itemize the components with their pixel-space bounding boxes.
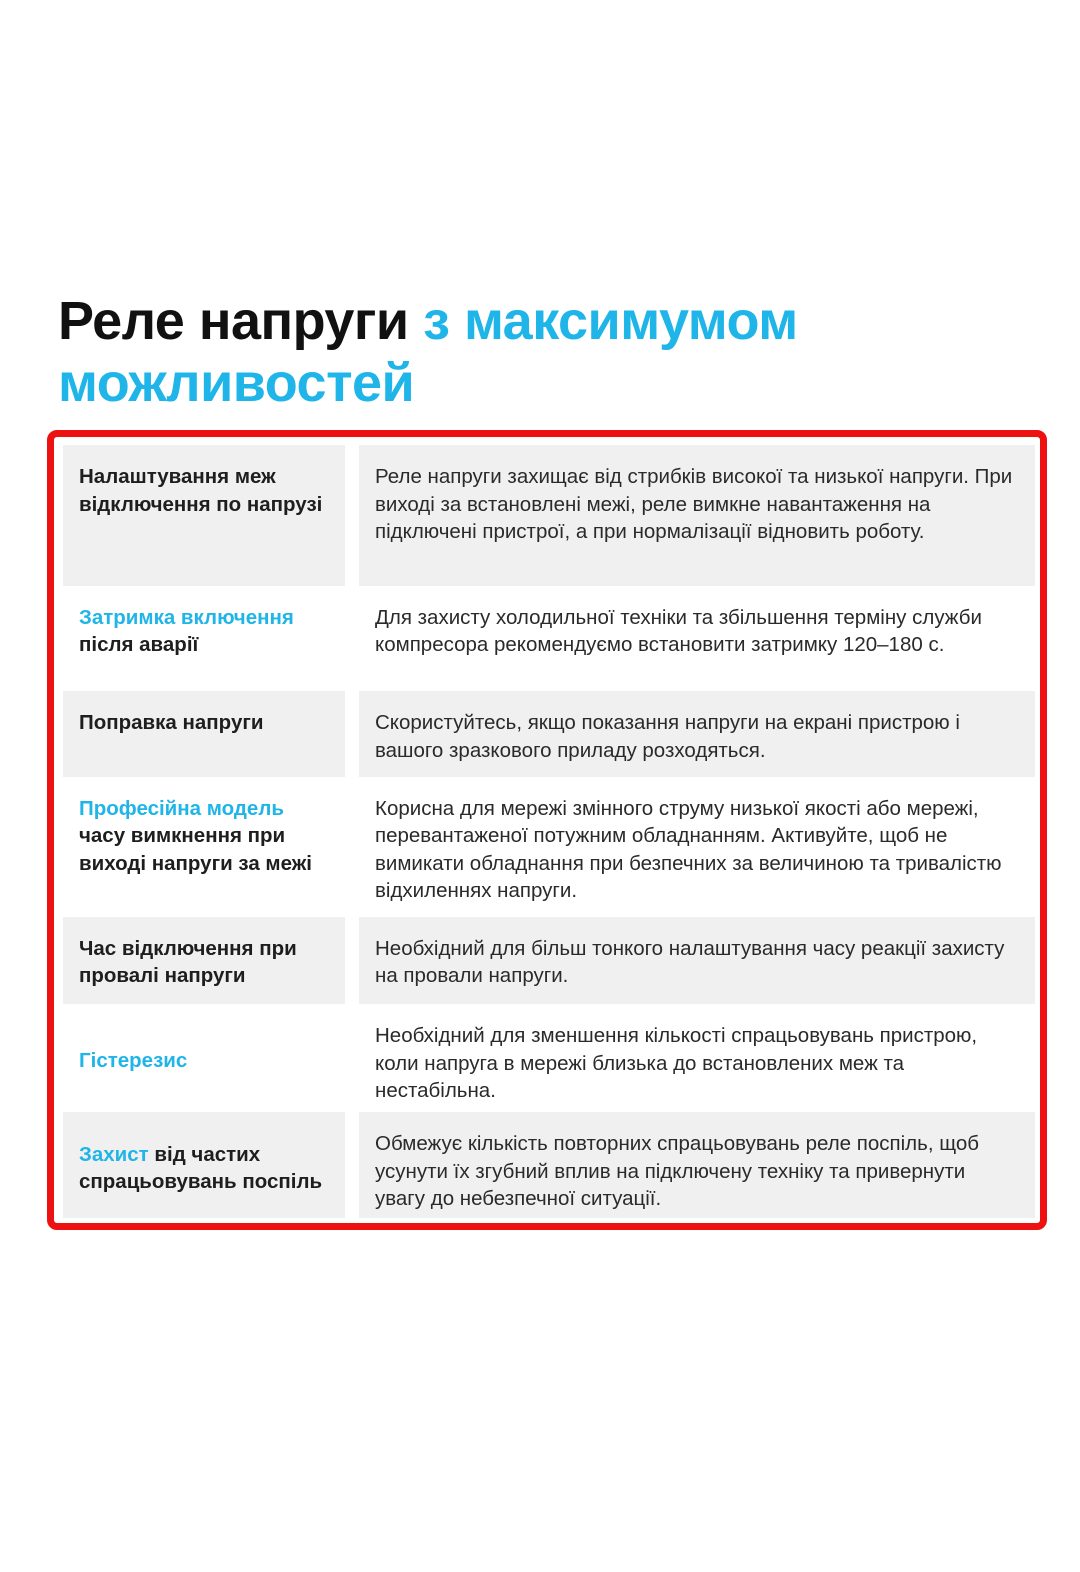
row-description: Необхідний для зменшення кількості спрацьовувань пристрою, коли напруга в мережі близька до встановлених меж та нестабільна. [375,1024,978,1102]
title-accent-part: з максимумом можливостей [58,291,798,413]
column-gap [345,691,359,776]
row-label-accent: Затримка включення [79,605,294,629]
row-label-accent: Гістерезис [79,1049,188,1073]
row-label-accent: Захист [79,1142,149,1166]
column-gap [345,1112,359,1218]
row-label [63,1112,345,1218]
table-row [63,445,1035,586]
row-description: Реле напруги захищає від стрибків високої та низької напруги. При виході за встановлені межі, реле вимкне навантаження на підключені пристрої, а при нормалізації відновить роботу. [359,445,1035,586]
table-row [63,777,1035,917]
table-row [63,586,1035,691]
column-gap [345,445,359,586]
row-label [63,1004,345,1112]
row-description: Необхідний для більш тонкого налаштування часу реакції захисту на провали напруги. [359,917,1035,1004]
row-label [63,691,345,776]
column-gap [345,586,359,691]
table-row [63,917,1035,1004]
row-label-text: Поправка напруги [79,711,264,735]
table-row [63,1112,1035,1218]
row-description: Обмежує кількість повторних спрацьовувань реле поспіль, щоб усунути їх згубний вплив на підключену техніку та привернути увагу до небезпечної ситуації. [359,1112,1035,1218]
row-label [63,917,345,1004]
row-description: Корисна для мережі змінного струму низької якості або мережі, перевантаженої потужним обладнанням. Активуйте, щоб не вимикати обладнання при безпечних за величиною та тривалістю відхиленнях напруги. [375,796,1002,903]
features-table [47,430,1047,1230]
features-table-rows [63,445,1035,1218]
row-label [63,586,345,691]
row-label-text: від частих спрацьовувань поспіль [79,1142,323,1193]
row-label-text: часу вимкнення при виході напруги за межі [79,824,312,875]
row-label-accent: Професійна модель [79,796,284,820]
table-row [63,691,1035,776]
row-label [63,777,345,917]
row-description: Для захисту холодильної техніки та збільшення терміну служби компресора рекомендуємо встановити затримку 120–180 с. [375,605,982,657]
column-gap [345,777,359,917]
column-gap [345,917,359,1004]
row-label [63,445,345,586]
page-title [58,290,1038,414]
row-description: Скористуйтесь, якщо показання напруги на екрані пристрою і вашого зразкового приладу розходяться. [359,691,1035,776]
title-dark-part: Реле напруги [58,291,424,351]
row-label-text: Час відключення при провалі напруги [79,936,297,988]
row-label-text: Налаштування меж відключення по напрузі [79,465,323,516]
table-row [63,1004,1035,1112]
column-gap [345,1004,359,1112]
row-label-text: після аварії [79,633,199,657]
